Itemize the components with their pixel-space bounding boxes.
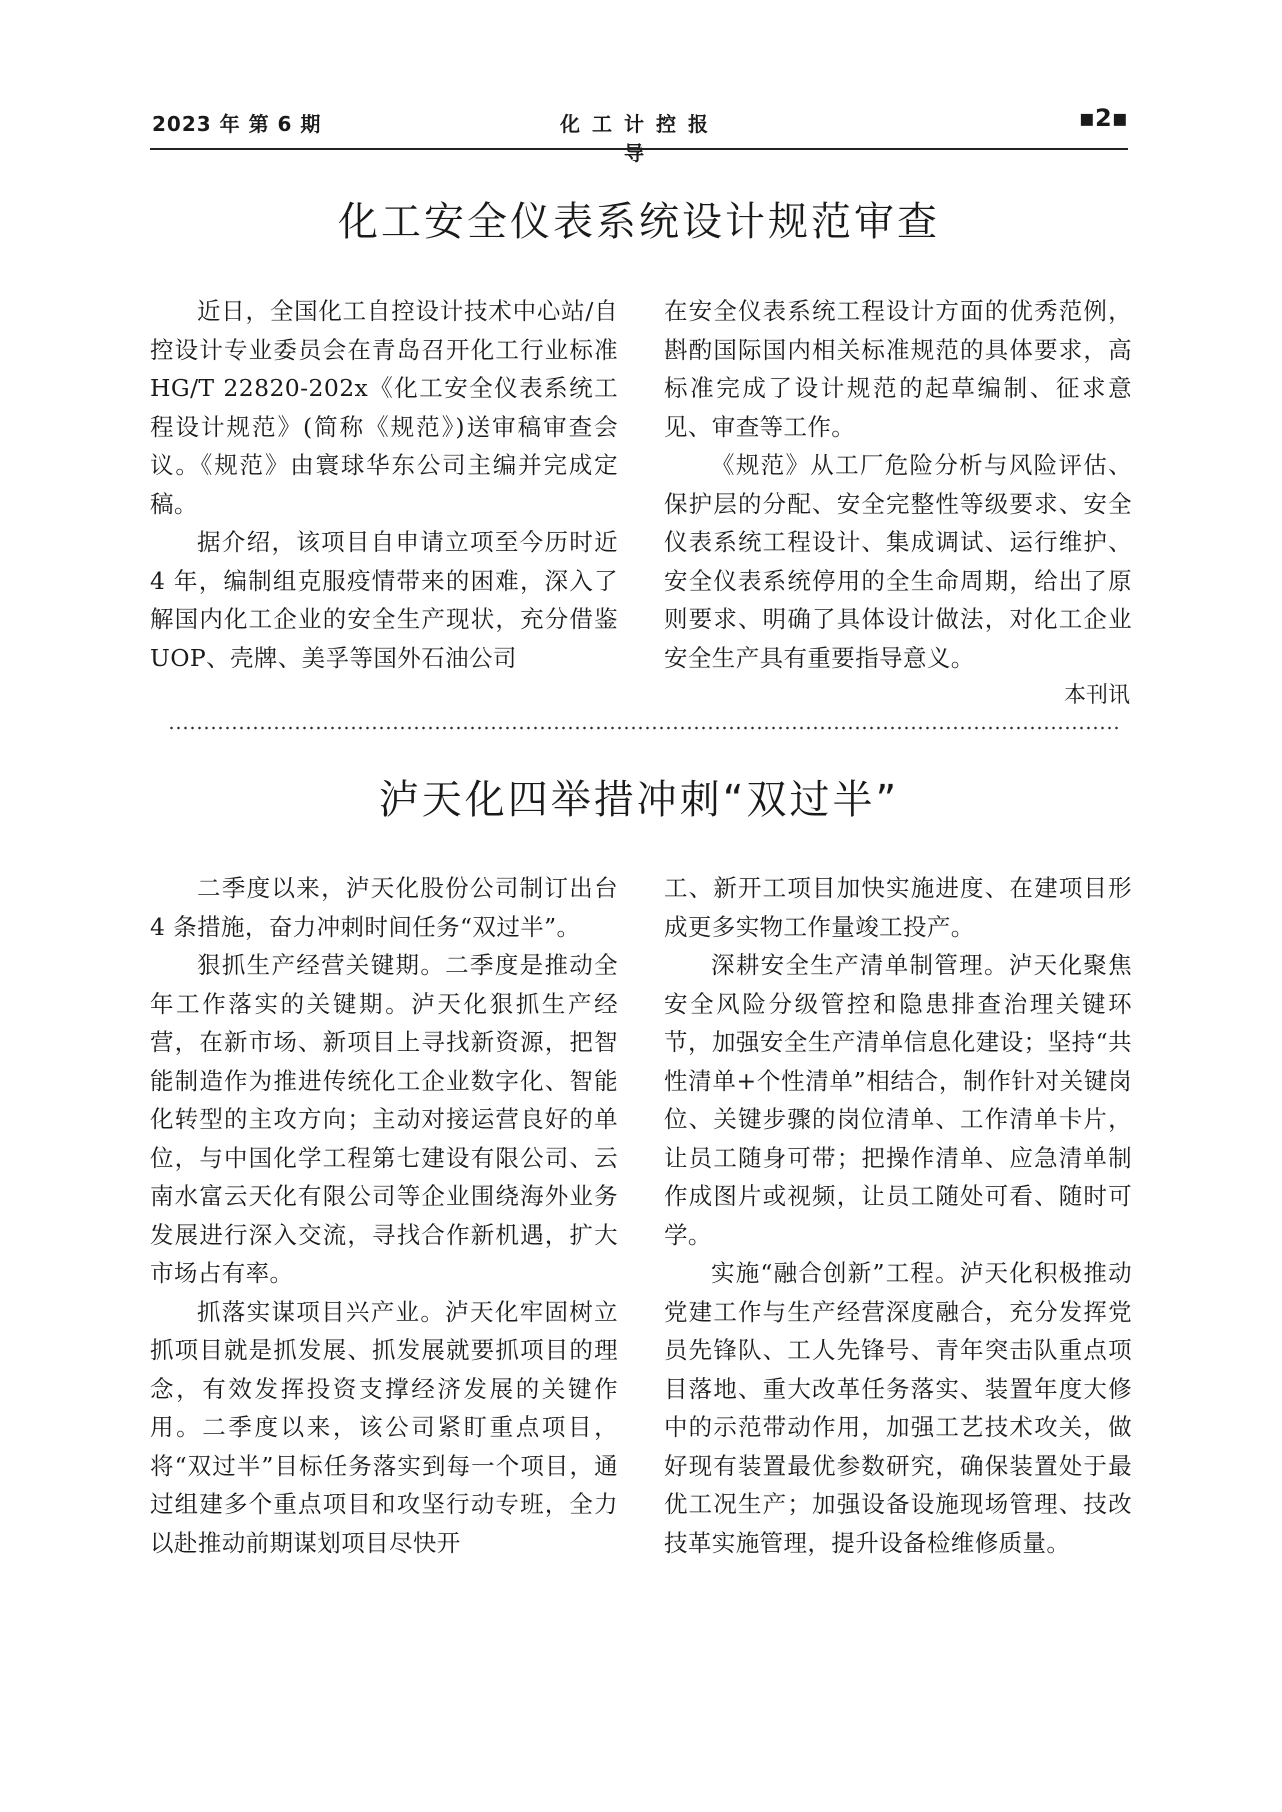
dotted-separator [168, 726, 1118, 730]
article2-paragraph: 狠抓生产经营关键期。二季度是推动全年工作落实的关键期。泸天化狠抓生产经营，在新市场、新项目上寻找新资源，把智能制造作为推进传统化工企业数字化、智能化转型的主攻方向；主动对接运营良好的单位，与中国化学工程第七建设有限公司、云南水富云天化有限公司等企业围绕海外业务发展进行深入交流，寻找合作新机遇，扩大市场占有率。 [150, 951, 618, 1287]
article1-paragraph: 据介绍，该项目自申请立项至今历时近 4 年，编制组克服疫情带来的困难，深入了解国内化工企业的安全生产现状，充分借鉴 UOP、壳牌、美孚等国外石油公司 [150, 528, 618, 672]
page-number: ▪2▪ [1078, 104, 1128, 132]
article1-left-column [150, 292, 618, 677]
article2-paragraph-continued: 工、新开工项目加快实施进度、在建项目形成更多实物工作量竣工投产。 [664, 874, 1132, 941]
article2-paragraph: 抓落实谋项目兴产业。泸天化牢固树立抓项目就是抓发展、抓发展就要抓项目的理念，有效发挥投资支撑经济发展的关键作用。二季度以来，该公司紧盯重点项目，将“双过半”目标任务落实到每一个项目，通过组建多个重点项目和攻坚行动专班，全力以赴推动前期谋划项目尽快开 [150, 1297, 618, 1557]
article1-right-column [664, 292, 1132, 677]
article2-paragraph: 二季度以来，泸天化股份公司制订出台 4 条措施，奋力冲刺时间任务“双过半”。 [150, 874, 618, 941]
article1-source: 本刊讯 [1063, 683, 1130, 708]
running-header [150, 104, 1128, 165]
article2-title: 泸天化四举措冲刺“双过半” [378, 777, 900, 823]
article2-right-column [664, 869, 1132, 1562]
article2-paragraph: 深耕安全生产清单制管理。泸天化聚焦安全风险分级管控和隐患排查治理关键环节，加强安全生产清单信息化建设；坚持“共性清单+个性清单”相结合，制作针对关键岗位、关键步骤的岗位清单、工作清单卡片，让员工随身可带；把操作清单、应急清单制作成图片或视频，让员工随处可看、随时可学。 [664, 951, 1132, 1249]
article2-paragraph: 实施“融合创新”工程。泸天化积极推动党建工作与生产经营深度融合，充分发挥党员先锋队、工人先锋号、青年突击队重点项目落地、重大改革任务落实、装置年度大修中的示范带动作用，加强工艺技术攻关，做好现有装置最优参数研究，确保装置处于最优工况生产；加强设备设施现场管理、技改技革实施管理，提升设备检维修质量。 [664, 1259, 1132, 1557]
article1-paragraph: 近日，全国化工自控设计技术中心站/自控设计专业委员会在青岛召开化工行业标准 HG/T 22820-202x《化工安全仪表系统工程设计规范》(简称《规范》)送审稿审查会议。《规范》由寰球华东公司主编并完成定稿。 [150, 297, 618, 518]
header-rule [150, 148, 1128, 150]
article1-title: 化工安全仪表系统设计规范审查 [338, 199, 940, 245]
article2-left-column [150, 869, 618, 1562]
issue-label: 2023 年 第 6 期 [152, 112, 322, 136]
article1-paragraph-continued: 在安全仪表系统工程设计方面的优秀范例，斟酌国际国内相关标准规范的具体要求，高标准完成了设计规范的起草编制、征求意见、审查等工作。 [664, 297, 1132, 441]
article1-paragraph: 《规范》从工厂危险分析与风险评估、保护层的分配、安全完整性等级要求、安全仪表系统工程设计、集成调试、运行维护、安全仪表系统停用的全生命周期，给出了原则要求、明确了具体设计做法，对化工企业安全生产具有重要指导意义。 [664, 451, 1132, 672]
journal-name: 化工计控报导 [560, 112, 720, 165]
